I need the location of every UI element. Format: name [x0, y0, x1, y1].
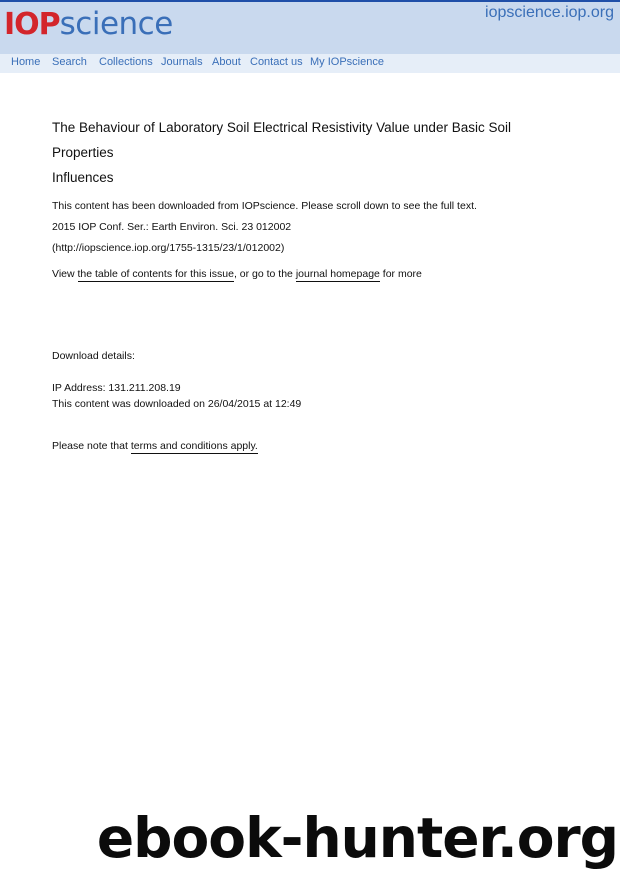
table-of-contents-link[interactable]: the table of contents for this issue — [77, 268, 234, 280]
terms-prefix: Please note that — [52, 440, 131, 452]
logo-science-text: science — [59, 6, 173, 42]
nav-contact-us[interactable]: Contact us — [250, 56, 303, 68]
nav-collections[interactable]: Collections — [99, 56, 153, 68]
site-url-link[interactable]: iopscience.iop.org — [485, 4, 614, 21]
article-title-line-2: Influences — [52, 170, 114, 185]
view-middle: , or go to the — [233, 268, 296, 280]
nav-home[interactable]: Home — [11, 56, 41, 68]
citation: 2015 IOP Conf. Ser.: Earth Environ. Sci. 23 012002 — [52, 221, 292, 233]
view-suffix: for more — [379, 268, 422, 280]
logo-iop-text: IOP — [4, 7, 60, 42]
nav-about[interactable]: About — [212, 56, 241, 68]
article-title — [52, 115, 572, 190]
journal-homepage-link[interactable]: journal homepage — [295, 268, 380, 280]
terms-and-conditions-link[interactable]: terms and conditions apply. — [130, 440, 258, 452]
nav-my-iopscience[interactable]: My IOPscience — [310, 56, 384, 68]
site-header — [0, 0, 620, 54]
downloaded-on: This content was downloaded on 26/04/2015 at 12:49 — [52, 398, 302, 410]
download-details-heading: Download details: — [52, 350, 135, 362]
nav-search[interactable]: Search — [52, 56, 87, 68]
iopscience-logo[interactable] — [4, 4, 173, 44]
ip-address: IP Address: 131.211.208.19 — [52, 382, 181, 394]
watermark: ebook-hunter.org — [96, 806, 618, 870]
view-more-line — [52, 268, 422, 280]
nav-journals[interactable]: Journals — [161, 56, 203, 68]
main-nav — [0, 54, 620, 73]
downloaded-note: This content has been downloaded from IOPscience. Please scroll down to see the full text. — [52, 200, 477, 212]
article-url: (http://iopscience.iop.org/1755-1315/23/1/012002) — [52, 242, 285, 254]
terms-line — [52, 440, 258, 452]
view-prefix: View — [52, 268, 78, 280]
article-title-line-1: The Behaviour of Laboratory Soil Electrical Resistivity Value under Basic Soil Properties — [52, 120, 511, 160]
